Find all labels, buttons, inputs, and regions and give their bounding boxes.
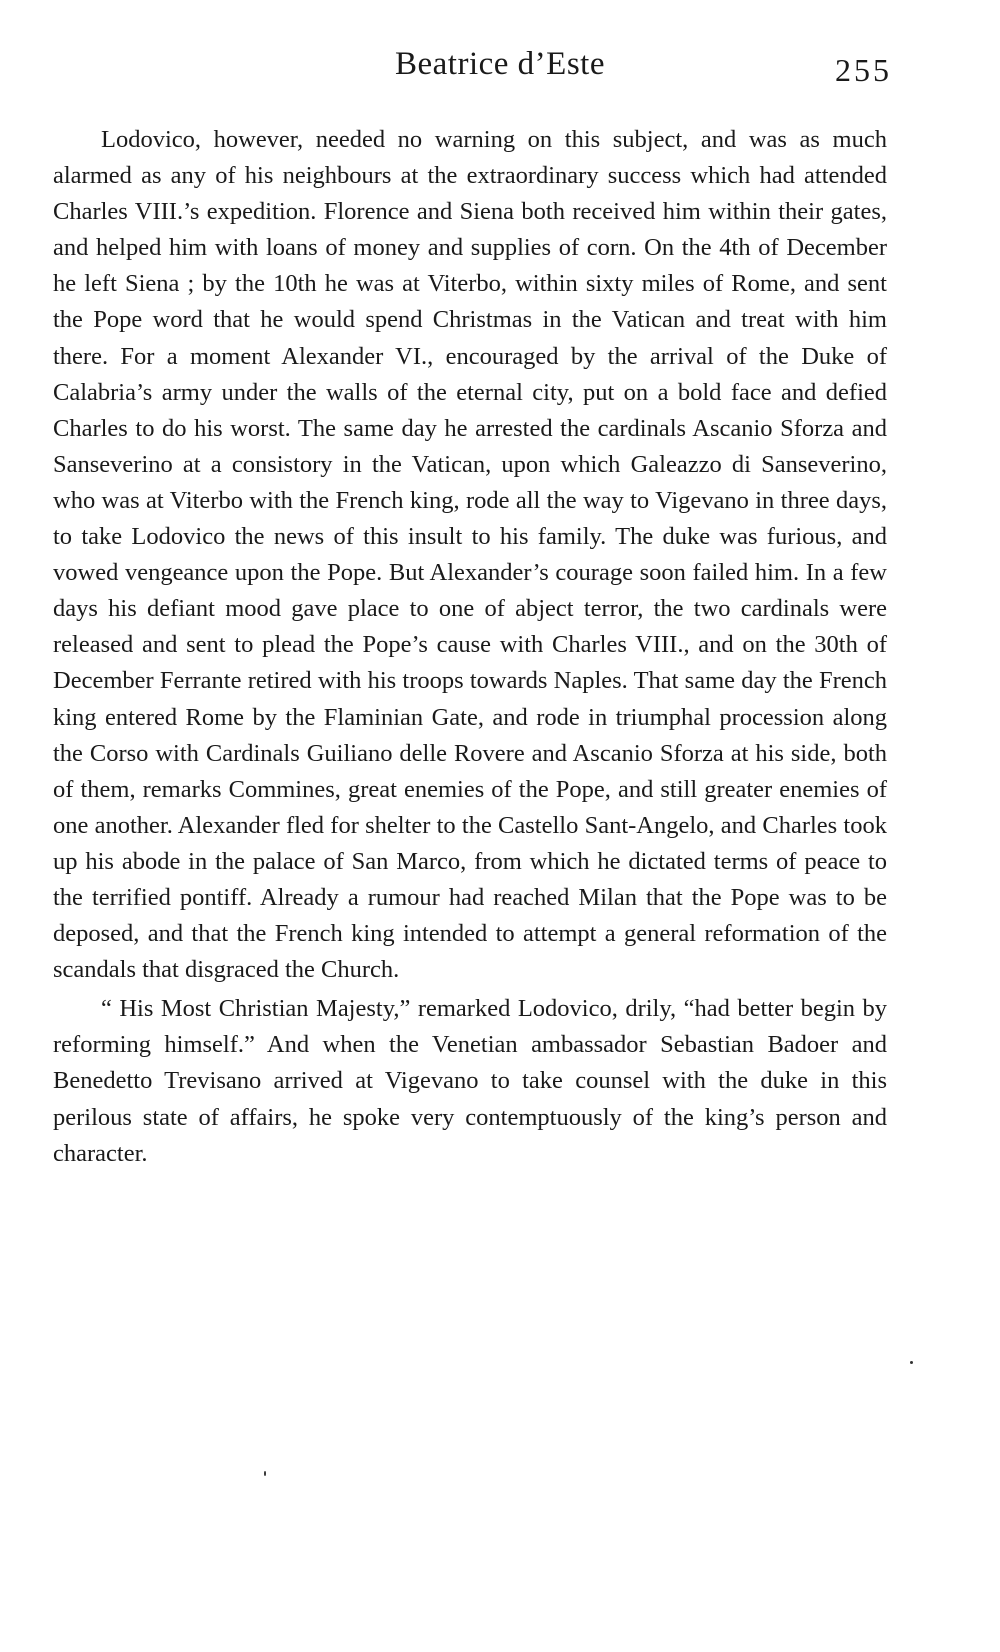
running-head (0, 44, 1000, 88)
paragraph: “ His Most Christian Majesty,” remarked Lodovico, drily, “had better begin by reforming himself.” And when the Venetian ambassador Sebastian Badoer and Benedetto Trevisano arrived at Vigevano to take counsel with the duke in this perilous state of affairs, he spoke very contemptuously of the king’s person and character. (53, 995, 887, 1167)
body-text (53, 122, 887, 1172)
ink-speck (910, 1361, 913, 1364)
ink-speck (264, 1471, 266, 1476)
running-title: Beatrice d’Este (395, 46, 605, 82)
paragraph: Lodovico, however, needed no warning on this subject, and was as much alarmed as any of his neighbours at the extraordinary success which had attended Charles VIII.’s expedition. Florence and Siena both received him within their gates, and helped him with loans of money and supplies of corn. On the 4th of December he left Siena ; by the 10th he was at Viterbo, within sixty miles of Rome, and sent the Pope word that he would spend Christmas in the Vatican and treat with him there. For a moment Alexander VI., encouraged by the arrival of the Duke of Calabria’s army under the walls of the eternal city, put on a bold face and defied Charles to do his worst. The same day he arrested the cardinals Ascanio Sforza and Sanseverino at a consistory in the Vatican, upon which Galeazzo di Sanseverino, who was at Viterbo with the French king, rode all the way to Vigevano in three days, to take Lodovico the news of this insult to his family. The duke was furious, and vowed vengeance upon the Pope. But Alexander’s courage soon failed him. In a few days his defiant mood gave place to one of abject terror, the two cardinals were released and sent to plead the Pope’s cause with Charles VIII., and on the 30th of December Ferrante retired with his troops towards Naples. That same day the French king entered Rome by the Flaminian Gate, and rode in triumphal procession along the Corso with Cardinals Guiliano delle Rovere and Ascanio Sforza at his side, both of them, remarks Commines, great enemies of the Pope, and still greater enemies of one another. Alexander fled for shelter to the Castello Sant-Angelo, and Charles took up his abode in the palace of San Marco, from which he dictated terms of peace to the terrified pontiff. Already a rumour had reached Milan that the Pope was to be deposed, and that the French king intended to attempt a general reformation of the scandals that disgraced the Church. (53, 126, 887, 984)
page-number: 255 (835, 52, 892, 88)
